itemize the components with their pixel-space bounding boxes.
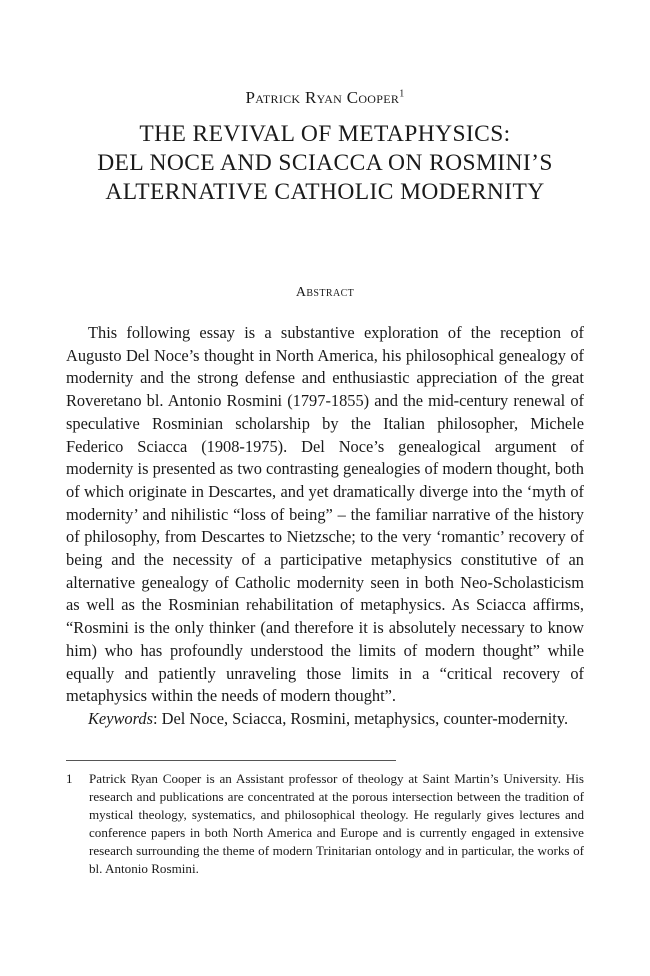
footnote <box>66 770 584 877</box>
footnote-reference[interactable]: 1 <box>399 88 405 100</box>
keywords-label: Keywords <box>88 709 153 728</box>
abstract-text: This following essay is a substantive exploration of the reception of Augusto Del Noce’s thought in North America, his philosophical genealogy of modernity and the strong defense and enthusiastic appreciation of the great Roveretano bl. Antonio Rosmini (1797-1855) and the mid-century renewal of speculative Rosminian scholarship by the Italian philosopher, Michele Federico Sciacca (1908-1975). Del Noce’s genealogical argument of modernity is presented as two contrasting genealogies of modern thought, both of which originate in Descartes, and yet dramatically diverge into the ‘myth of modernity’ and nihilistic “loss of being” – the familiar narrative of the history of philosophy, from Descartes to Nietzsche; to the very ‘romantic’ recovery of being and the necessity of a participative metaphysics constitutive of an alternative genealogy of Catholic modernity seen in both Neo-Scholasticism as well as the Rosminian rehabilitation of metaphysics. As Sciacca affirms, “Rosmini is the only thinker (and therefore it is absolutely necessary to know him) who has profoundly understood the limits of modern thought” while equally and patiently unraveling those limits in a “critical recovery of metaphysics within the needs of modern thought”. <box>66 323 584 706</box>
abstract-heading: Abstract <box>295 285 355 300</box>
title-line-1: THE REVIVAL OF METAPHYSICS: <box>139 121 511 147</box>
article-title <box>0 120 650 207</box>
footnote-number: 1 <box>66 771 73 786</box>
title-line-2: DEL NOCE AND SCIACCA ON ROSMINI’S <box>97 150 553 176</box>
title-line-3: ALTERNATIVE CATHOLIC MODERNITY <box>105 179 545 205</box>
footnote-divider <box>66 760 396 761</box>
keywords-line <box>66 708 584 730</box>
footnote-text: Patrick Ryan Cooper is an Assistant professor of theology at Saint Martin’s University. His research and publications are concentrated at the porous intersection between the tradition of mystical theology, systematics, and philosophical theology. He regularly gives lectures and conference papers in both North America and Europe and is currently engaged in extensive research surrounding the theme of modern Trinitarian ontology and in particular, the works of bl. Antonio Rosmini. <box>89 771 584 876</box>
author-name-text: Patrick Ryan Cooper <box>245 88 400 107</box>
author-name <box>0 88 650 108</box>
keywords-list: : Del Noce, Sciacca, Rosmini, metaphysics, counter-modernity. <box>152 709 569 728</box>
